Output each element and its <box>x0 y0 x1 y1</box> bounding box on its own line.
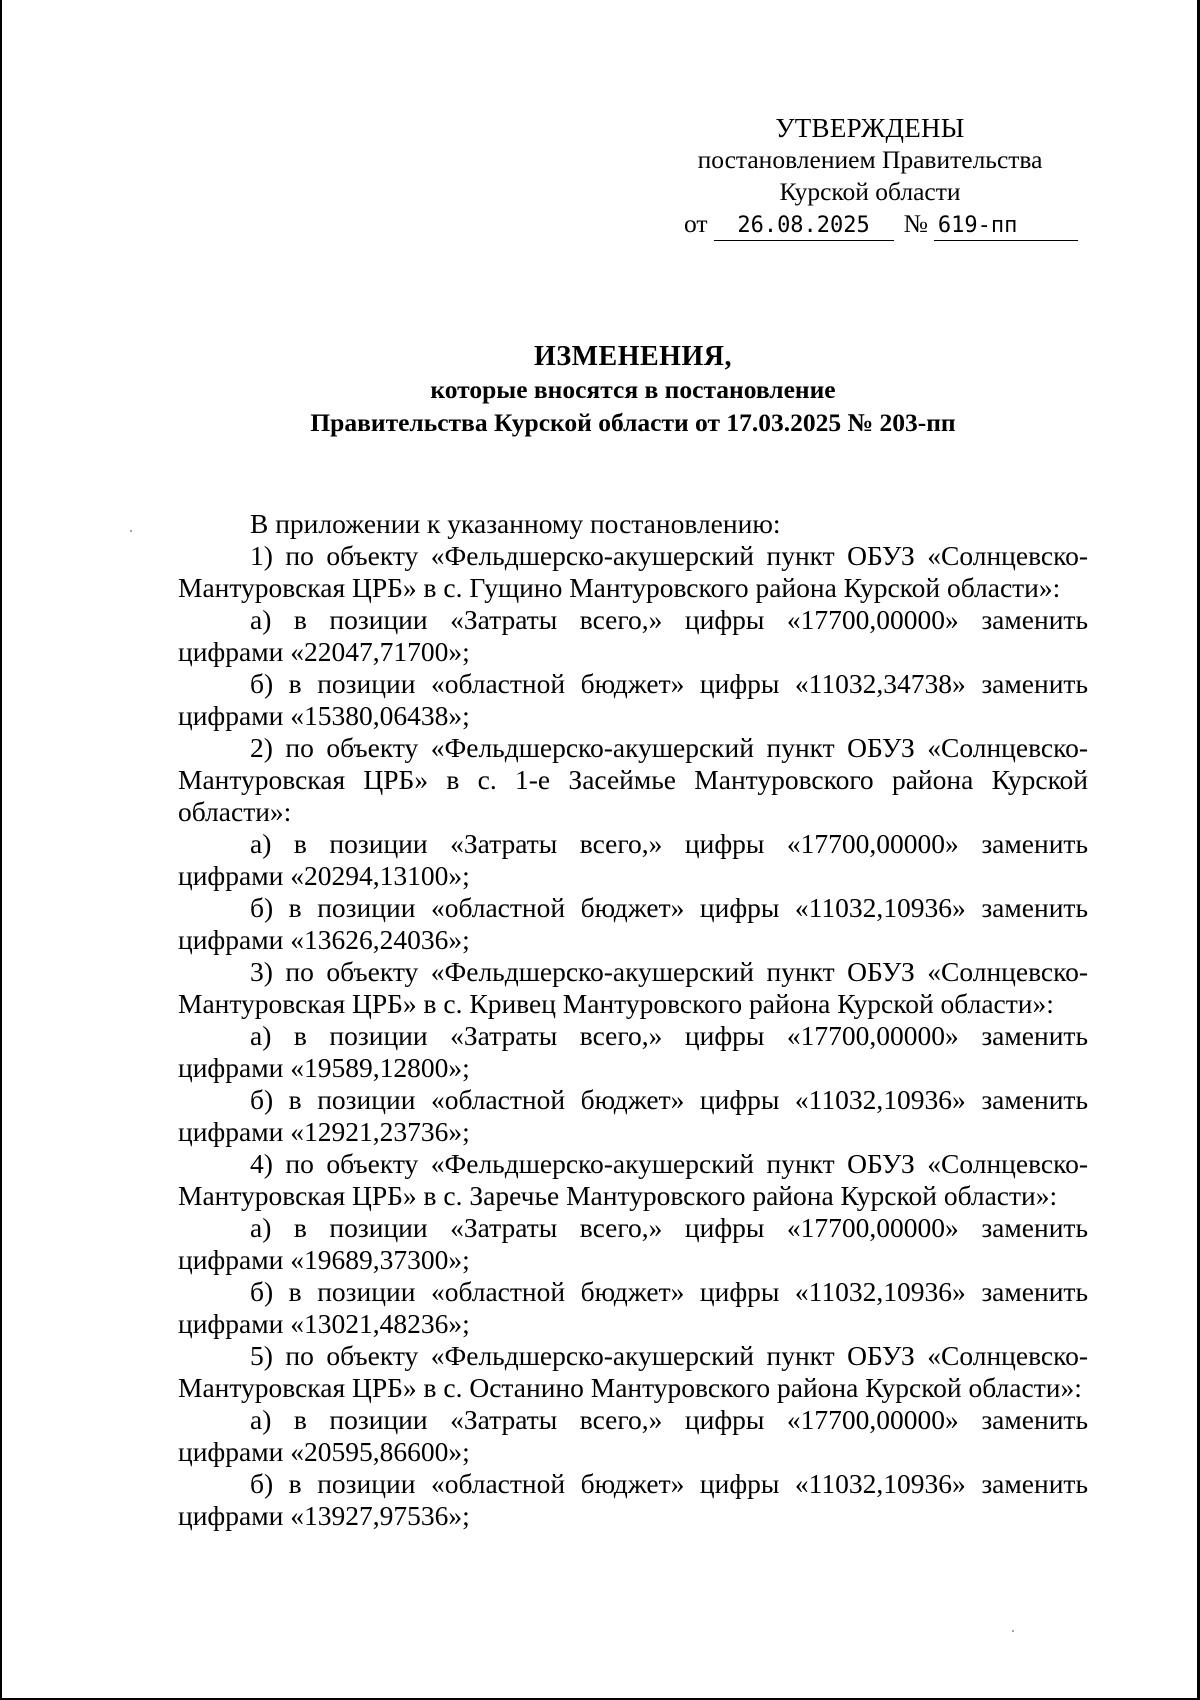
paragraph-item-1: 1) по объекту «Фельдшерско-акушерский пункт ОБУЗ «Солнцевско-Мантуровская ЦРБ» в с. Гущино Мантуровского района Курской области»: <box>178 540 1088 603</box>
number-prefix: № <box>903 209 928 238</box>
paragraph-item-1b: б) в позиции «областной бюджет» цифры «11032,34738» заменить цифрами «15380,06438»; <box>178 668 1088 731</box>
scan-border-left <box>0 0 2 1700</box>
date-prefix: от <box>684 209 708 238</box>
approval-number-value: 619-пп <box>934 212 1078 241</box>
paragraph-item-2a: а) в позиции «Затраты всего,» цифры «17700,00000» заменить цифрами «20294,13100»; <box>178 828 1088 891</box>
approval-date-line <box>660 208 1080 241</box>
approval-heading: УТВЕРЖДЕНЫ <box>775 113 965 143</box>
paragraph-item-3a: а) в позиции «Затраты всего,» цифры «17700,00000» заменить цифрами «19589,12800»; <box>178 1020 1088 1083</box>
paragraph-item-1a: а) в позиции «Затраты всего,» цифры «17700,00000» заменить цифрами «22047,71700»; <box>178 604 1088 667</box>
paragraph-intro: В приложении к указанному постановлению: <box>250 508 781 539</box>
paragraph-item-2b: б) в позиции «областной бюджет» цифры «11032,10936» заменить цифрами «13626,24036»; <box>178 892 1088 955</box>
scan-speck <box>1012 1630 1014 1632</box>
title-line-2: которые вносятся в постановление <box>430 375 836 404</box>
approval-line-3: Курской области <box>779 177 961 206</box>
approval-line-2: постановлением Правительства <box>697 145 1043 174</box>
document-title <box>178 340 1088 439</box>
approval-block <box>660 112 1080 241</box>
paragraph-item-5: 5) по объекту «Фельдшерско-акушерский пункт ОБУЗ «Солнцевско-Мантуровская ЦРБ» в с. Останино Мантуровского района Курской области»: <box>178 1340 1088 1403</box>
title-line-1: ИЗМЕНЕНИЯ, <box>534 341 732 372</box>
scan-speck <box>130 530 132 532</box>
paragraph-item-4b: б) в позиции «областной бюджет» цифры «11032,10936» заменить цифрами «13021,48236»; <box>178 1276 1088 1339</box>
paragraph-item-2: 2) по объекту «Фельдшерско-акушерский пункт ОБУЗ «Солнцевско-Мантуровская ЦРБ» в с. 1-е Засеймье Мантуровского района Курской области»: <box>178 732 1088 827</box>
paragraph-item-4a: а) в позиции «Затраты всего,» цифры «17700,00000» заменить цифрами «19689,37300»; <box>178 1212 1088 1275</box>
title-line-3: Правительства Курской области от 17.03.2025 № 203-пп <box>310 408 956 437</box>
approval-date-value: 26.08.2025 <box>714 212 894 241</box>
paragraph-item-5b: б) в позиции «областной бюджет» цифры «11032,10936» заменить цифрами «13927,97536»; <box>178 1468 1088 1531</box>
paragraph-item-4: 4) по объекту «Фельдшерско-акушерский пункт ОБУЗ «Солнцевско-Мантуровская ЦРБ» в с. Заречье Мантуровского района Курской области»: <box>178 1148 1088 1211</box>
paragraph-item-3b: б) в позиции «областной бюджет» цифры «11032,10936» заменить цифрами «12921,23736»; <box>178 1084 1088 1147</box>
document-body <box>178 508 1088 1532</box>
paragraph-item-5a: а) в позиции «Затраты всего,» цифры «17700,00000» заменить цифрами «20595,86600»; <box>178 1404 1088 1467</box>
paragraph-item-3: 3) по объекту «Фельдшерско-акушерский пункт ОБУЗ «Солнцевско-Мантуровская ЦРБ» в с. Кривец Мантуровского района Курской области»: <box>178 956 1088 1019</box>
